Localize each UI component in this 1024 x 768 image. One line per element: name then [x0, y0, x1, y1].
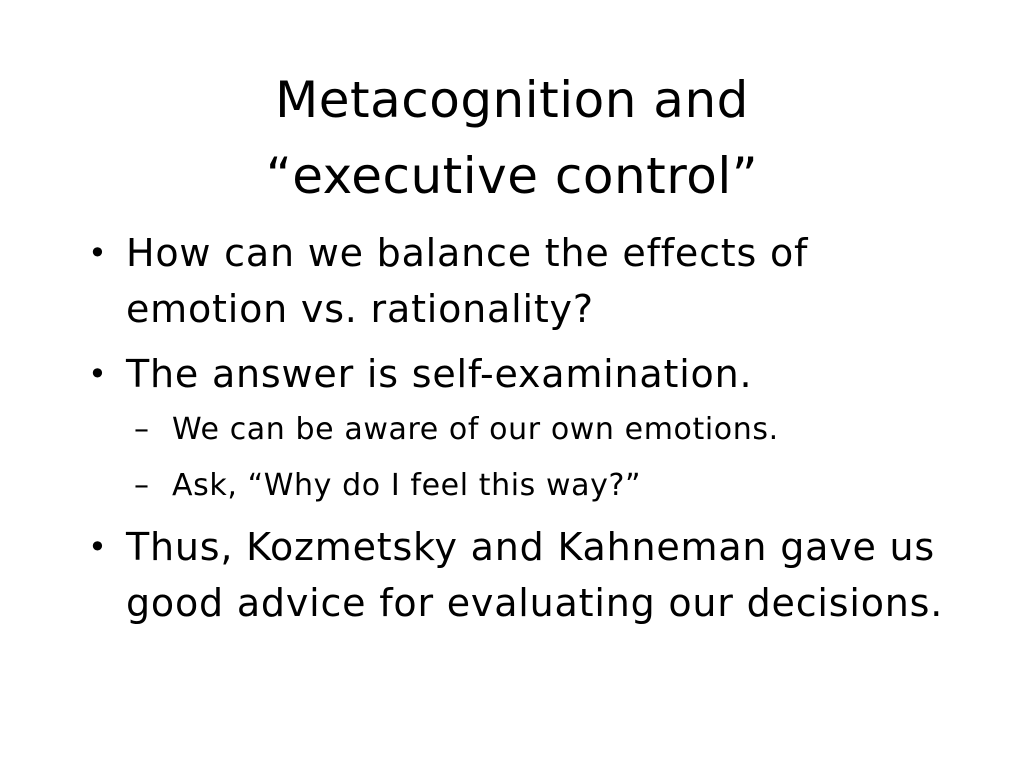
title-line-2: “executive control”	[265, 147, 759, 205]
title-line-1: Metacognition and	[275, 71, 749, 129]
sub-bullet-text: Ask, “Why do I feel this way?”	[172, 468, 642, 503]
bullet-text: How can we balance the effects of emotion vs. rationality?	[126, 231, 809, 331]
slide-title	[0, 62, 1024, 214]
bullet-icon: •	[88, 355, 108, 393]
bullet-text: Thus, Kozmetsky and Kahneman gave us good advice for evaluating our decisions.	[126, 525, 944, 625]
sub-bullet-item	[88, 407, 968, 453]
bullet-text: The answer is self-examination.	[126, 352, 753, 396]
slide-body	[88, 225, 968, 640]
sub-bullet-list	[88, 407, 968, 509]
dash-icon: –	[134, 412, 150, 447]
sub-bullet-item	[88, 463, 968, 509]
bullet-item	[88, 225, 968, 337]
sub-bullet-text: We can be aware of our own emotions.	[172, 412, 779, 447]
bullet-icon: •	[88, 528, 108, 566]
dash-icon: –	[134, 468, 150, 503]
bullet-item	[88, 346, 968, 402]
bullet-icon: •	[88, 234, 108, 272]
bullet-item	[88, 519, 968, 631]
